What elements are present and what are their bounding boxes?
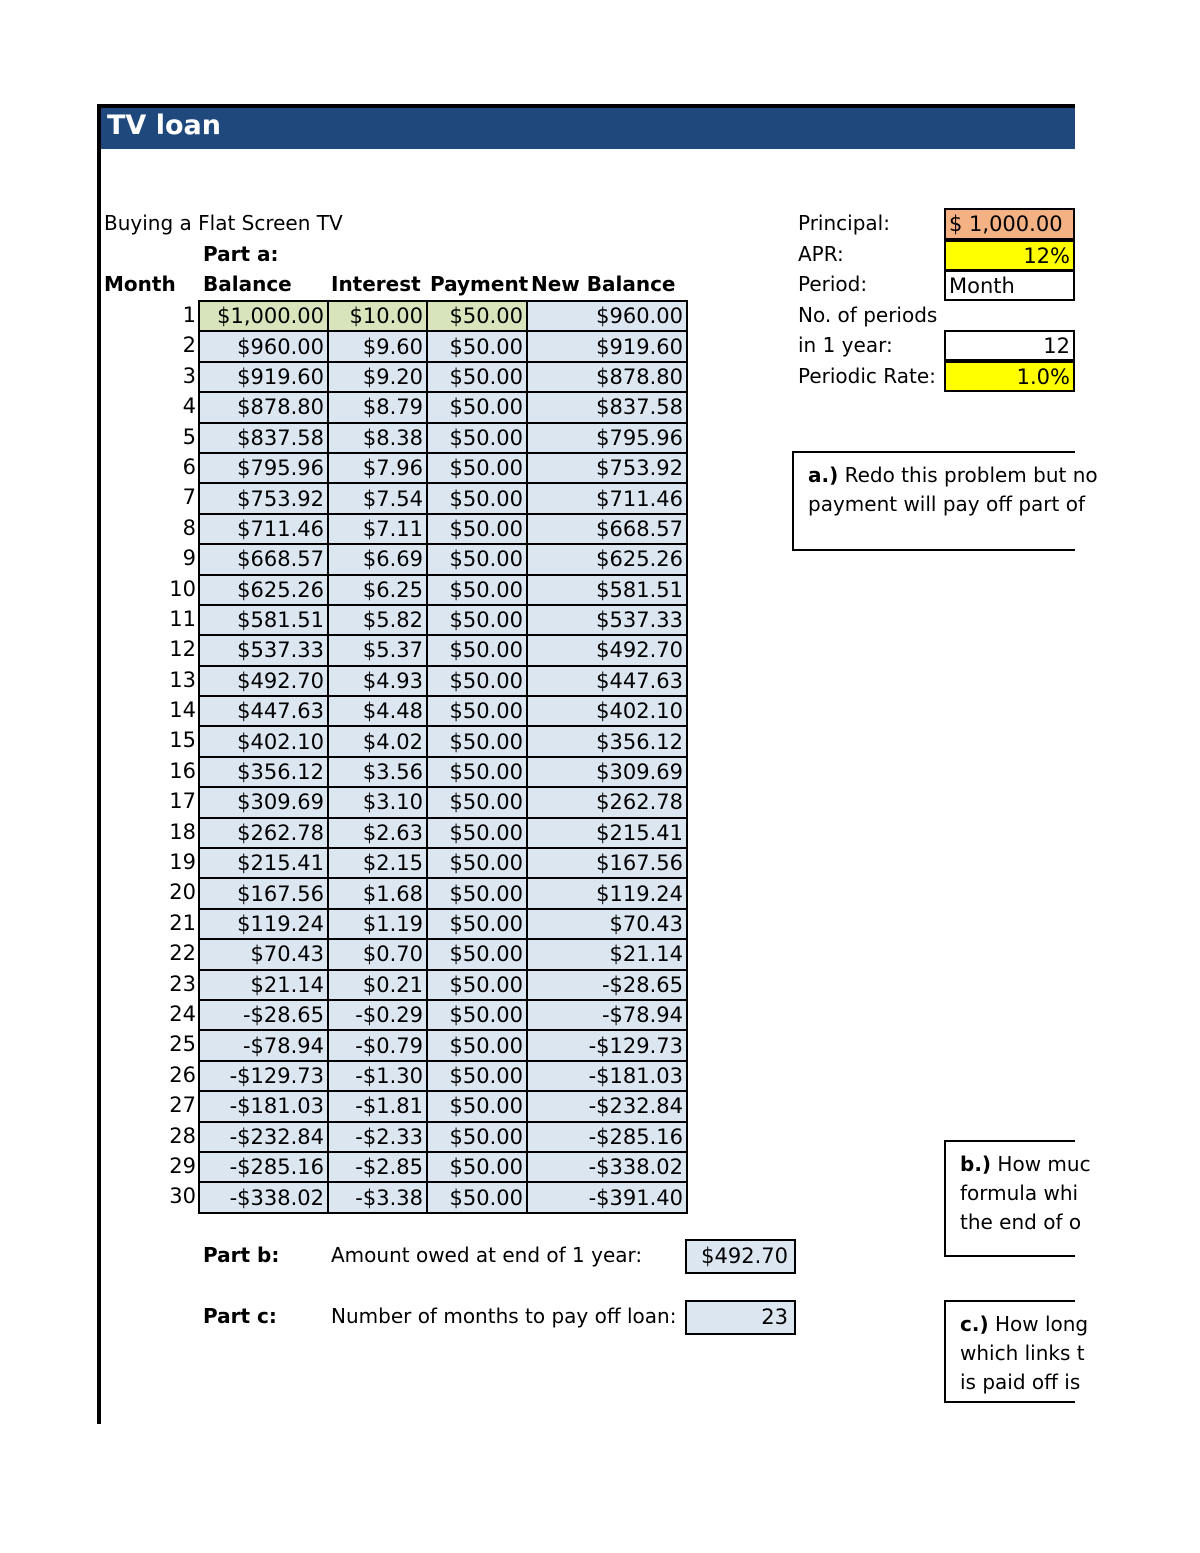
table-row	[199, 970, 687, 1000]
interest-cell[interactable]: -$1.81	[328, 1091, 427, 1121]
balance-cell[interactable]: -$78.94	[199, 1030, 328, 1060]
month-number: 12	[169, 637, 196, 662]
table-row	[199, 331, 687, 361]
balance-cell[interactable]: -$232.84	[199, 1122, 328, 1152]
period-label: Period:	[798, 272, 868, 296]
note-c-line1: How long	[988, 1312, 1089, 1336]
part-b-label: Part b:	[203, 1243, 280, 1267]
page-title: TV loan	[107, 110, 221, 141]
part-c-question: Number of months to pay off loan:	[331, 1304, 677, 1328]
header-new-balance: New Balance	[531, 272, 676, 296]
note-b-prefix: b.)	[960, 1152, 992, 1176]
payment-cell[interactable]: $50.00	[427, 909, 527, 939]
new-balance-cell[interactable]: $262.78	[527, 787, 687, 817]
table-row	[199, 392, 687, 422]
balance-cell[interactable]: $70.43	[199, 939, 328, 969]
balance-cell[interactable]: -$181.03	[199, 1091, 328, 1121]
new-balance-cell[interactable]: -$338.02	[527, 1152, 687, 1182]
table-row	[199, 878, 687, 908]
new-balance-cell[interactable]: $167.56	[527, 848, 687, 878]
payment-cell[interactable]: $50.00	[427, 787, 527, 817]
month-number: 26	[169, 1062, 196, 1087]
balance-cell[interactable]: $581.51	[199, 605, 328, 635]
principal-input[interactable]: $ 1,000.00	[944, 208, 1075, 240]
note-c-prefix: c.)	[960, 1312, 989, 1336]
header-interest: Interest	[331, 272, 421, 296]
table-row	[199, 453, 687, 483]
table-row	[199, 848, 687, 878]
new-balance-cell[interactable]: $795.96	[527, 423, 687, 453]
payment-cell[interactable]: $50.00	[427, 635, 527, 665]
payment-cell[interactable]: $50.00	[427, 1000, 527, 1030]
balance-cell[interactable]: -$129.73	[199, 1061, 328, 1091]
principal-label: Principal:	[798, 211, 890, 235]
month-number: 17	[169, 789, 196, 814]
note-a-line2: payment will pay off part of	[808, 492, 1086, 516]
month-number-column	[150, 300, 196, 1212]
month-number: 16	[169, 758, 196, 783]
header-balance: Balance	[203, 272, 292, 296]
new-balance-cell[interactable]: -$181.03	[527, 1061, 687, 1091]
month-number: 10	[169, 576, 196, 601]
interest-cell[interactable]: $3.56	[328, 757, 427, 787]
new-balance-cell[interactable]: -$391.40	[527, 1182, 687, 1212]
payment-cell[interactable]: $50.00	[427, 939, 527, 969]
new-balance-cell[interactable]: $878.80	[527, 362, 687, 392]
table-row	[199, 696, 687, 726]
note-c-line3: is paid off is	[960, 1370, 1081, 1394]
table-row	[199, 1000, 687, 1030]
payment-cell[interactable]: $50.00	[427, 301, 527, 331]
balance-cell[interactable]: $837.58	[199, 423, 328, 453]
payment-cell[interactable]: $50.00	[427, 1182, 527, 1212]
month-number: 3	[182, 363, 196, 388]
payment-cell[interactable]: $50.00	[427, 575, 527, 605]
balance-cell[interactable]: $309.69	[199, 787, 328, 817]
month-number: 23	[169, 971, 196, 996]
periods-label-line1: No. of periods	[798, 303, 938, 327]
interest-cell[interactable]: $5.37	[328, 635, 427, 665]
month-number: 18	[169, 819, 196, 844]
note-b-line1: How muc	[991, 1152, 1091, 1176]
new-balance-cell[interactable]: -$232.84	[527, 1091, 687, 1121]
balance-cell[interactable]: $1,000.00	[199, 301, 328, 331]
periodic-rate-label: Periodic Rate:	[798, 364, 936, 388]
table-row	[199, 635, 687, 665]
balance-cell[interactable]: $753.92	[199, 483, 328, 513]
month-number: 27	[169, 1093, 196, 1118]
interest-cell[interactable]: -$3.38	[328, 1182, 427, 1212]
payment-cell[interactable]: $50.00	[427, 1030, 527, 1060]
title-bar	[101, 104, 1075, 149]
interest-cell[interactable]: $9.20	[328, 362, 427, 392]
part-b-question: Amount owed at end of 1 year:	[331, 1243, 643, 1267]
payment-cell[interactable]: $50.00	[427, 878, 527, 908]
table-row	[199, 483, 687, 513]
table-row	[199, 1091, 687, 1121]
balance-cell[interactable]: $447.63	[199, 696, 328, 726]
note-b-box	[944, 1140, 1091, 1257]
interest-cell[interactable]: $7.96	[328, 453, 427, 483]
table-row	[199, 362, 687, 392]
payment-cell[interactable]: $50.00	[427, 1122, 527, 1152]
periods-input[interactable]: 12	[944, 330, 1075, 361]
new-balance-cell[interactable]: $447.63	[527, 666, 687, 696]
month-number: 24	[169, 1001, 196, 1026]
balance-cell[interactable]: $625.26	[199, 575, 328, 605]
month-number: 6	[182, 454, 196, 479]
interest-cell[interactable]: $4.02	[328, 726, 427, 756]
month-number: 2	[182, 333, 196, 358]
new-balance-cell[interactable]: $711.46	[527, 483, 687, 513]
payment-cell[interactable]: $50.00	[427, 514, 527, 544]
month-number: 22	[169, 941, 196, 966]
interest-cell[interactable]: $3.10	[328, 787, 427, 817]
payment-cell[interactable]: $50.00	[427, 696, 527, 726]
payment-cell[interactable]: $50.00	[427, 362, 527, 392]
balance-cell[interactable]: $960.00	[199, 331, 328, 361]
interest-cell[interactable]: $7.11	[328, 514, 427, 544]
header-month: Month	[104, 272, 176, 296]
interest-cell[interactable]: $4.48	[328, 696, 427, 726]
month-number: 9	[182, 546, 196, 571]
new-balance-cell[interactable]: $625.26	[527, 544, 687, 574]
month-number: 13	[169, 667, 196, 692]
payment-cell[interactable]: $50.00	[427, 392, 527, 422]
payment-cell[interactable]: $50.00	[427, 483, 527, 513]
month-number: 20	[169, 880, 196, 905]
note-c-line2: which links t	[960, 1341, 1085, 1365]
table-row	[199, 1061, 687, 1091]
balance-cell[interactable]: $402.10	[199, 726, 328, 756]
month-number: 1	[182, 303, 196, 327]
table-row	[199, 514, 687, 544]
balance-cell[interactable]: $919.60	[199, 362, 328, 392]
interest-cell[interactable]: $0.21	[328, 970, 427, 1000]
payment-cell[interactable]: $50.00	[427, 331, 527, 361]
new-balance-cell[interactable]: $119.24	[527, 878, 687, 908]
interest-cell[interactable]: $2.63	[328, 818, 427, 848]
new-balance-cell[interactable]: -$28.65	[527, 970, 687, 1000]
new-balance-cell[interactable]: $581.51	[527, 575, 687, 605]
balance-cell[interactable]: $878.80	[199, 392, 328, 422]
payment-cell[interactable]: $50.00	[427, 726, 527, 756]
month-number: 25	[169, 1032, 196, 1057]
table-row	[199, 909, 687, 939]
balance-cell[interactable]: $262.78	[199, 818, 328, 848]
balance-cell[interactable]: $492.70	[199, 666, 328, 696]
balance-cell[interactable]: -$285.16	[199, 1152, 328, 1182]
interest-cell[interactable]: $10.00	[328, 301, 427, 331]
interest-cell[interactable]: $0.70	[328, 939, 427, 969]
loan-table	[198, 300, 688, 1214]
payment-cell[interactable]: $50.00	[427, 1061, 527, 1091]
new-balance-cell[interactable]: $492.70	[527, 635, 687, 665]
month-number: 5	[182, 424, 196, 449]
interest-cell[interactable]: $8.79	[328, 392, 427, 422]
table-row	[199, 1030, 687, 1060]
interest-cell[interactable]: $4.93	[328, 666, 427, 696]
new-balance-cell[interactable]: $70.43	[527, 909, 687, 939]
interest-cell[interactable]: $6.69	[328, 544, 427, 574]
month-number: 4	[182, 394, 196, 419]
balance-cell[interactable]: $537.33	[199, 635, 328, 665]
interest-cell[interactable]: $9.60	[328, 331, 427, 361]
table-row	[199, 544, 687, 574]
payment-cell[interactable]: $50.00	[427, 453, 527, 483]
periodic-rate-input[interactable]: 1.0%	[944, 361, 1075, 392]
table-row	[199, 575, 687, 605]
subtitle: Buying a Flat Screen TV	[104, 211, 343, 235]
balance-cell[interactable]: -$338.02	[199, 1182, 328, 1212]
balance-cell[interactable]: $668.57	[199, 544, 328, 574]
balance-cell[interactable]: $711.46	[199, 514, 328, 544]
month-number: 28	[169, 1123, 196, 1148]
table-row	[199, 301, 687, 331]
payment-cell[interactable]: $50.00	[427, 666, 527, 696]
periods-label-line2: in 1 year:	[798, 333, 893, 357]
interest-cell[interactable]: -$0.29	[328, 1000, 427, 1030]
apr-label: APR:	[798, 242, 844, 266]
note-a-box	[792, 451, 1098, 551]
interest-cell[interactable]: $8.38	[328, 423, 427, 453]
month-number: 11	[169, 606, 196, 631]
interest-cell[interactable]: $1.68	[328, 878, 427, 908]
payment-cell[interactable]: $50.00	[427, 1091, 527, 1121]
payment-cell[interactable]: $50.00	[427, 544, 527, 574]
month-number: 7	[182, 485, 196, 510]
new-balance-cell[interactable]: $356.12	[527, 726, 687, 756]
month-number: 29	[169, 1153, 196, 1178]
new-balance-cell[interactable]: $537.33	[527, 605, 687, 635]
interest-cell[interactable]: -$2.33	[328, 1122, 427, 1152]
table-row	[199, 423, 687, 453]
balance-cell[interactable]: $21.14	[199, 970, 328, 1000]
note-c-box	[944, 1300, 1089, 1403]
payment-cell[interactable]: $50.00	[427, 757, 527, 787]
new-balance-cell[interactable]: $919.60	[527, 331, 687, 361]
new-balance-cell[interactable]: -$285.16	[527, 1122, 687, 1152]
balance-cell[interactable]: $215.41	[199, 848, 328, 878]
interest-cell[interactable]: $5.82	[328, 605, 427, 635]
apr-input[interactable]: 12%	[944, 240, 1075, 271]
note-b-line3: the end of o	[960, 1210, 1082, 1234]
header-payment: Payment	[430, 272, 529, 296]
balance-cell[interactable]: $119.24	[199, 909, 328, 939]
new-balance-cell[interactable]: $837.58	[527, 392, 687, 422]
table-row	[199, 818, 687, 848]
table-row	[199, 605, 687, 635]
balance-cell[interactable]: -$28.65	[199, 1000, 328, 1030]
note-a-prefix: a.)	[808, 463, 839, 487]
interest-cell[interactable]: $6.25	[328, 575, 427, 605]
payment-cell[interactable]: $50.00	[427, 970, 527, 1000]
month-number: 21	[169, 910, 196, 935]
interest-cell[interactable]: -$1.30	[328, 1061, 427, 1091]
month-number: 14	[169, 698, 196, 723]
balance-cell[interactable]: $795.96	[199, 453, 328, 483]
table-row	[199, 1122, 687, 1152]
period-input[interactable]: Month	[944, 270, 1075, 301]
part-b-result[interactable]: $492.70	[685, 1239, 796, 1274]
part-c-result[interactable]: 23	[685, 1300, 796, 1335]
payment-cell[interactable]: $50.00	[427, 818, 527, 848]
new-balance-cell[interactable]: $21.14	[527, 939, 687, 969]
table-row	[199, 939, 687, 969]
month-number: 30	[169, 1184, 196, 1209]
new-balance-cell[interactable]: $668.57	[527, 514, 687, 544]
table-row	[199, 726, 687, 756]
part-a-label: Part a:	[203, 242, 279, 266]
month-number: 8	[182, 515, 196, 540]
new-balance-cell[interactable]: -$78.94	[527, 1000, 687, 1030]
table-row	[199, 757, 687, 787]
new-balance-cell[interactable]: $753.92	[527, 453, 687, 483]
interest-cell[interactable]: $1.19	[328, 909, 427, 939]
table-row	[199, 787, 687, 817]
payment-cell[interactable]: $50.00	[427, 423, 527, 453]
month-number: 19	[169, 850, 196, 875]
interest-cell[interactable]: $7.54	[328, 483, 427, 513]
part-c-label: Part c:	[203, 1304, 277, 1328]
interest-cell[interactable]: $2.15	[328, 848, 427, 878]
interest-cell[interactable]: -$2.85	[328, 1152, 427, 1182]
new-balance-cell[interactable]: $960.00	[527, 301, 687, 331]
new-balance-cell[interactable]: $309.69	[527, 757, 687, 787]
month-number: 15	[169, 728, 196, 753]
payment-cell[interactable]: $50.00	[427, 1152, 527, 1182]
payment-cell[interactable]: $50.00	[427, 848, 527, 878]
note-a-line1: Redo this problem but no	[838, 463, 1098, 487]
note-b-line2: formula whi	[960, 1181, 1079, 1205]
table-row	[199, 666, 687, 696]
table-row	[199, 1182, 687, 1212]
table-row	[199, 1152, 687, 1182]
new-balance-cell[interactable]: -$129.73	[527, 1030, 687, 1060]
new-balance-cell[interactable]: $215.41	[527, 818, 687, 848]
balance-cell[interactable]: $167.56	[199, 878, 328, 908]
interest-cell[interactable]: -$0.79	[328, 1030, 427, 1060]
payment-cell[interactable]: $50.00	[427, 605, 527, 635]
new-balance-cell[interactable]: $402.10	[527, 696, 687, 726]
left-border-line	[97, 104, 101, 1424]
balance-cell[interactable]: $356.12	[199, 757, 328, 787]
